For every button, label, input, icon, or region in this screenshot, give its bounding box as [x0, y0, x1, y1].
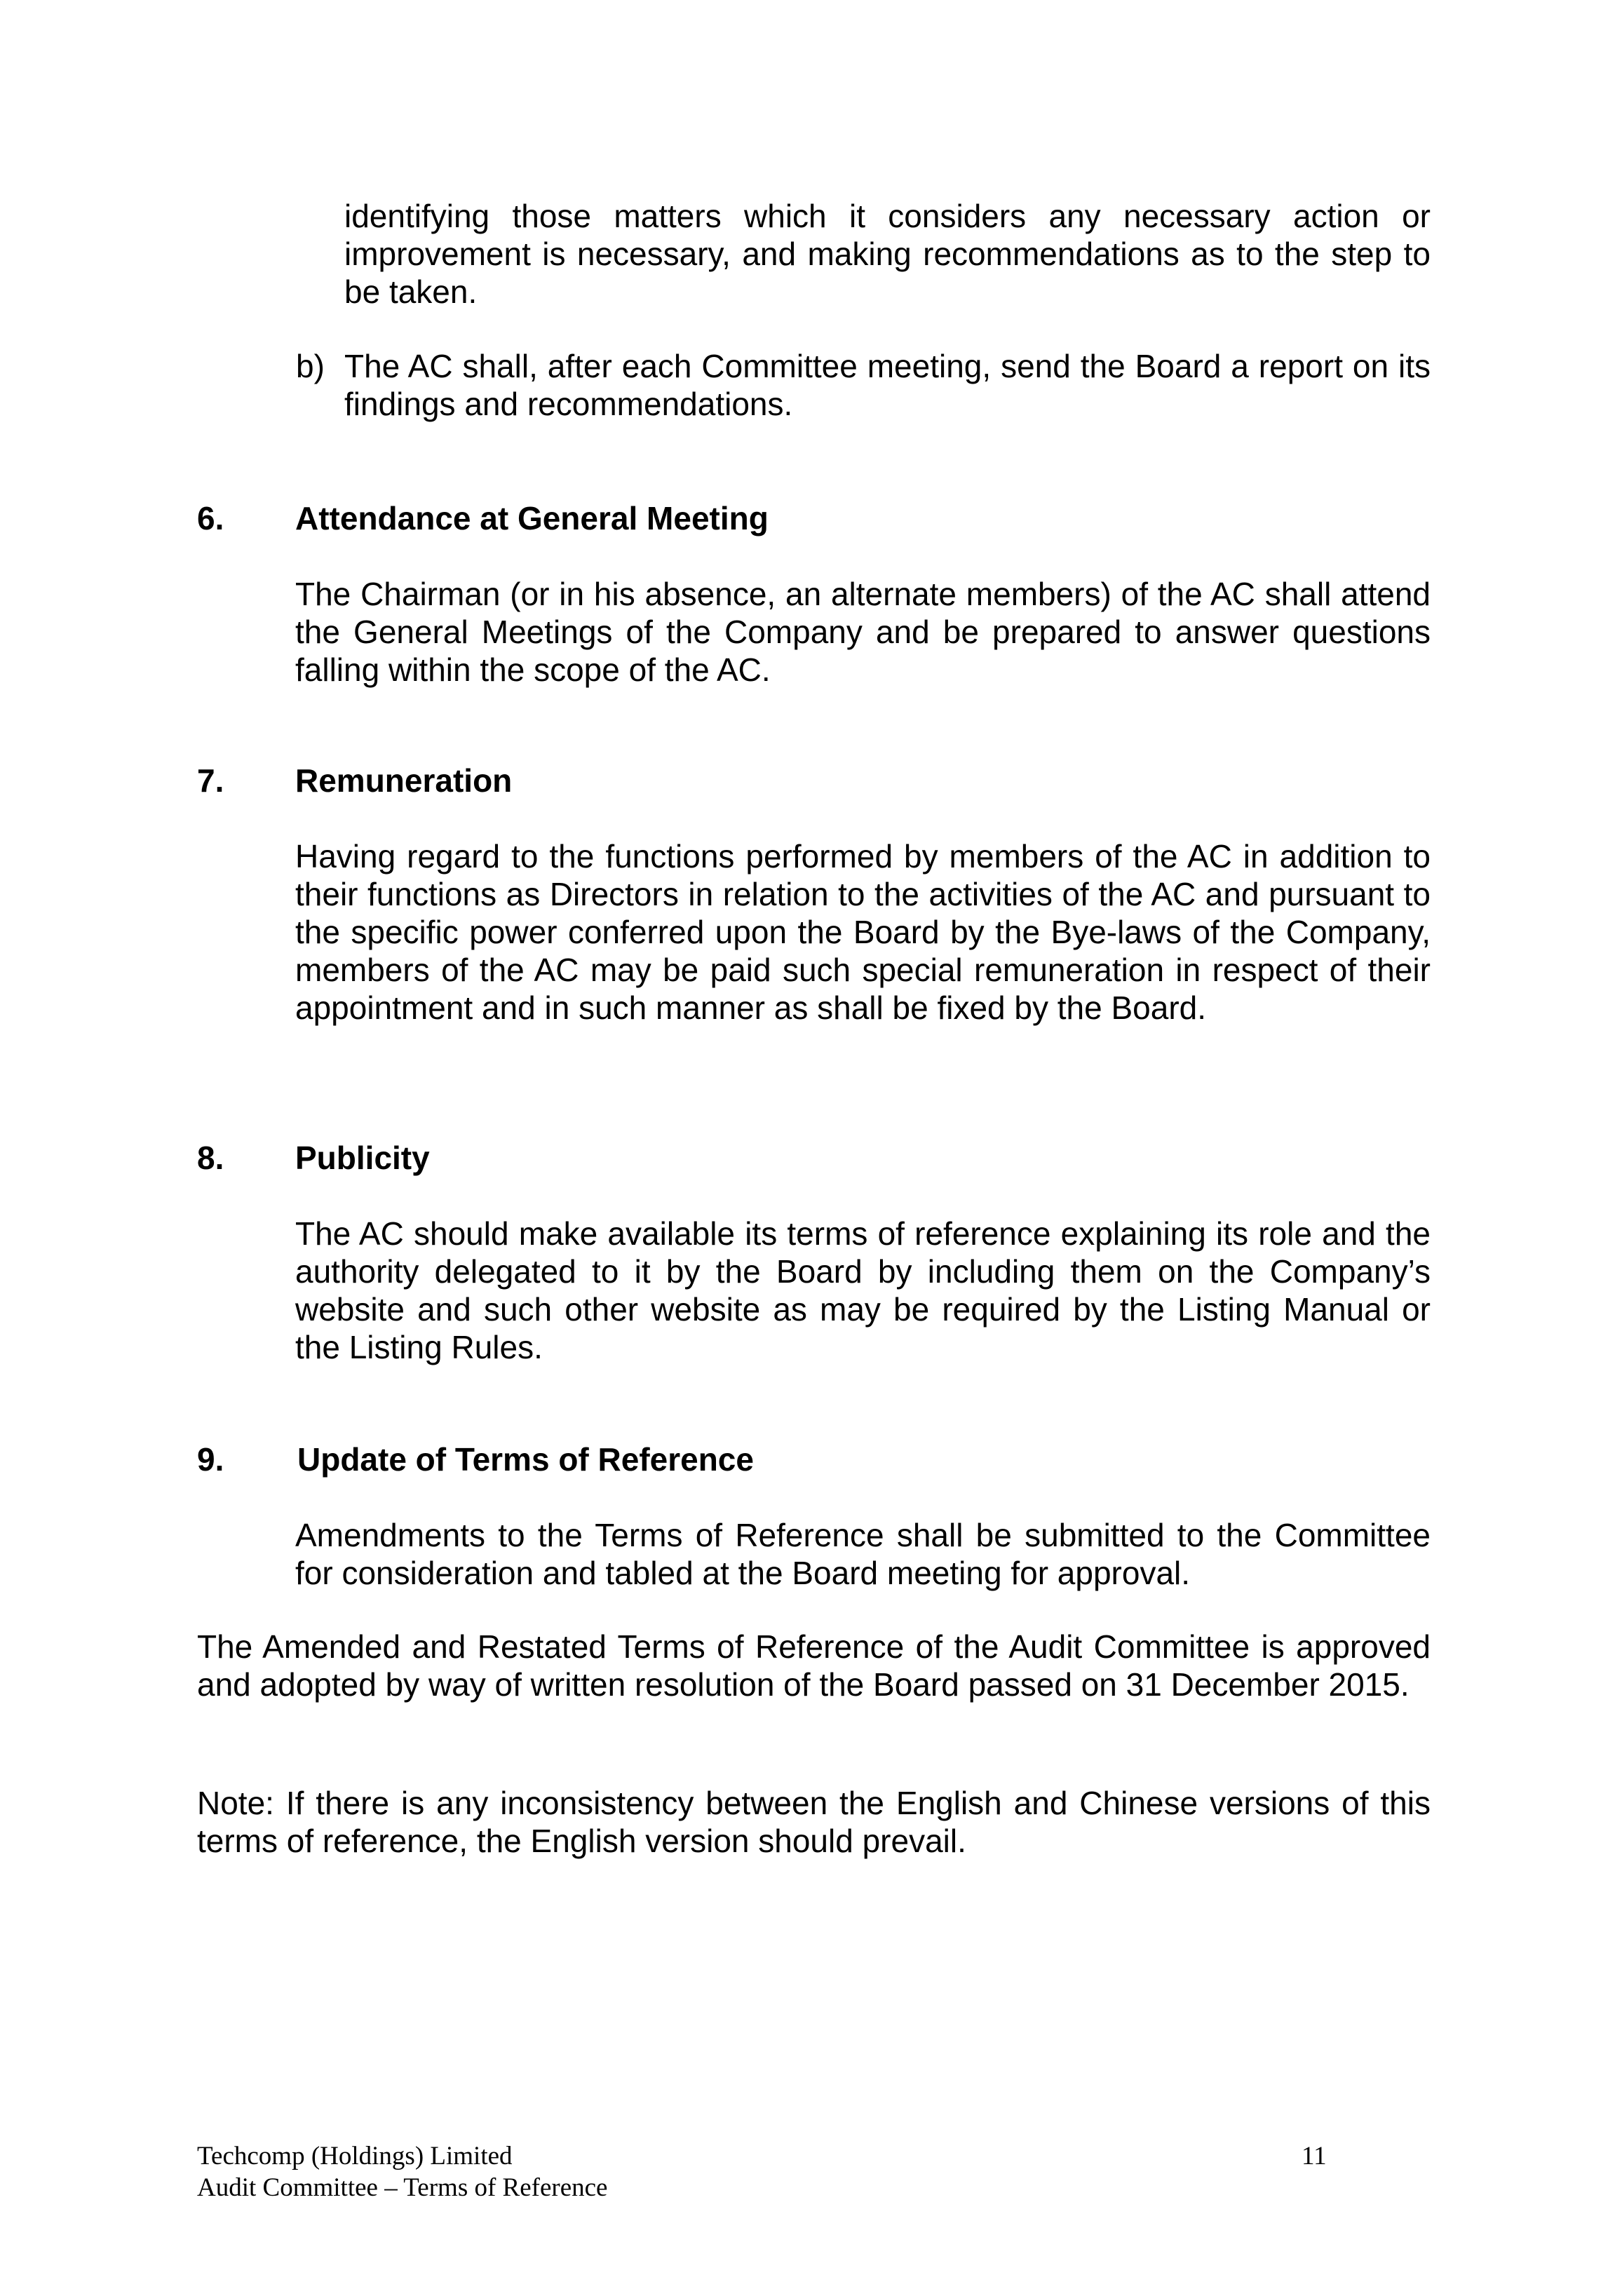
section-8-body: The AC should make available its terms of reference explaining its role and the authority delegated to it by the Board by including them on the Company’s website and such other website as may be required by the Listing Manual or the Listing Rules.: [295, 1215, 1431, 1365]
list-marker: b): [296, 348, 325, 384]
adoption-paragraph: The Amended and Restated Terms of Reference of the Audit Committee is approved and adopted by way of written resolution of the Board passed on 31 December 2015.: [197, 1628, 1431, 1703]
section-number: 9.: [197, 1441, 224, 1478]
section-9-heading: [197, 1440, 1431, 1478]
footer-document-title: Audit Committee – Terms of Reference: [197, 2173, 608, 2202]
section-title: Remuneration: [295, 762, 513, 799]
section-7-body: Having regard to the functions performed by members of the AC in addition to their functions as Directors in relation to the activities of the AC and pursuant to the specific power conferred upon the Board by the Bye-laws of the Company, members of the AC may be paid such special remuneration in respect of their appointment and in such manner as shall be fixed by the Board.: [295, 838, 1431, 1026]
section-title: Update of Terms of Reference: [297, 1441, 754, 1478]
note-paragraph: Note: If there is any inconsistency between the English and Chinese versions of this terms of reference, the English version should prevail.: [197, 1785, 1431, 1859]
continuation-paragraph: identifying those matters which it considers any necessary action or improvement is necessary, and making recommendations as to the step to be taken.: [344, 198, 1431, 310]
footer-company: Techcomp (Holdings) Limited: [197, 2142, 513, 2170]
section-number: 8.: [197, 1140, 224, 1176]
section-7-heading: [197, 762, 1431, 799]
page-number: 11: [1302, 2142, 1327, 2170]
section-9-body: Amendments to the Terms of Reference shall be submitted to the Committee for consideration and tabled at the Board meeting for approval.: [295, 1517, 1431, 1591]
section-6-heading: [197, 499, 1431, 537]
section-title: Attendance at General Meeting: [295, 500, 769, 536]
list-item-b: [296, 347, 1431, 423]
list-item-text: The AC shall, after each Committee meeting, send the Board a report on its findings and recommendations.: [344, 348, 1431, 422]
section-8-heading: [197, 1139, 1431, 1177]
section-6-body: The Chairman (or in his absence, an alternate members) of the AC shall attend the General Meetings of the Company and be prepared to answer questions falling within the scope of the AC.: [295, 576, 1431, 688]
section-title: Publicity: [295, 1140, 430, 1176]
section-number: 7.: [197, 762, 224, 799]
section-number: 6.: [197, 500, 224, 536]
